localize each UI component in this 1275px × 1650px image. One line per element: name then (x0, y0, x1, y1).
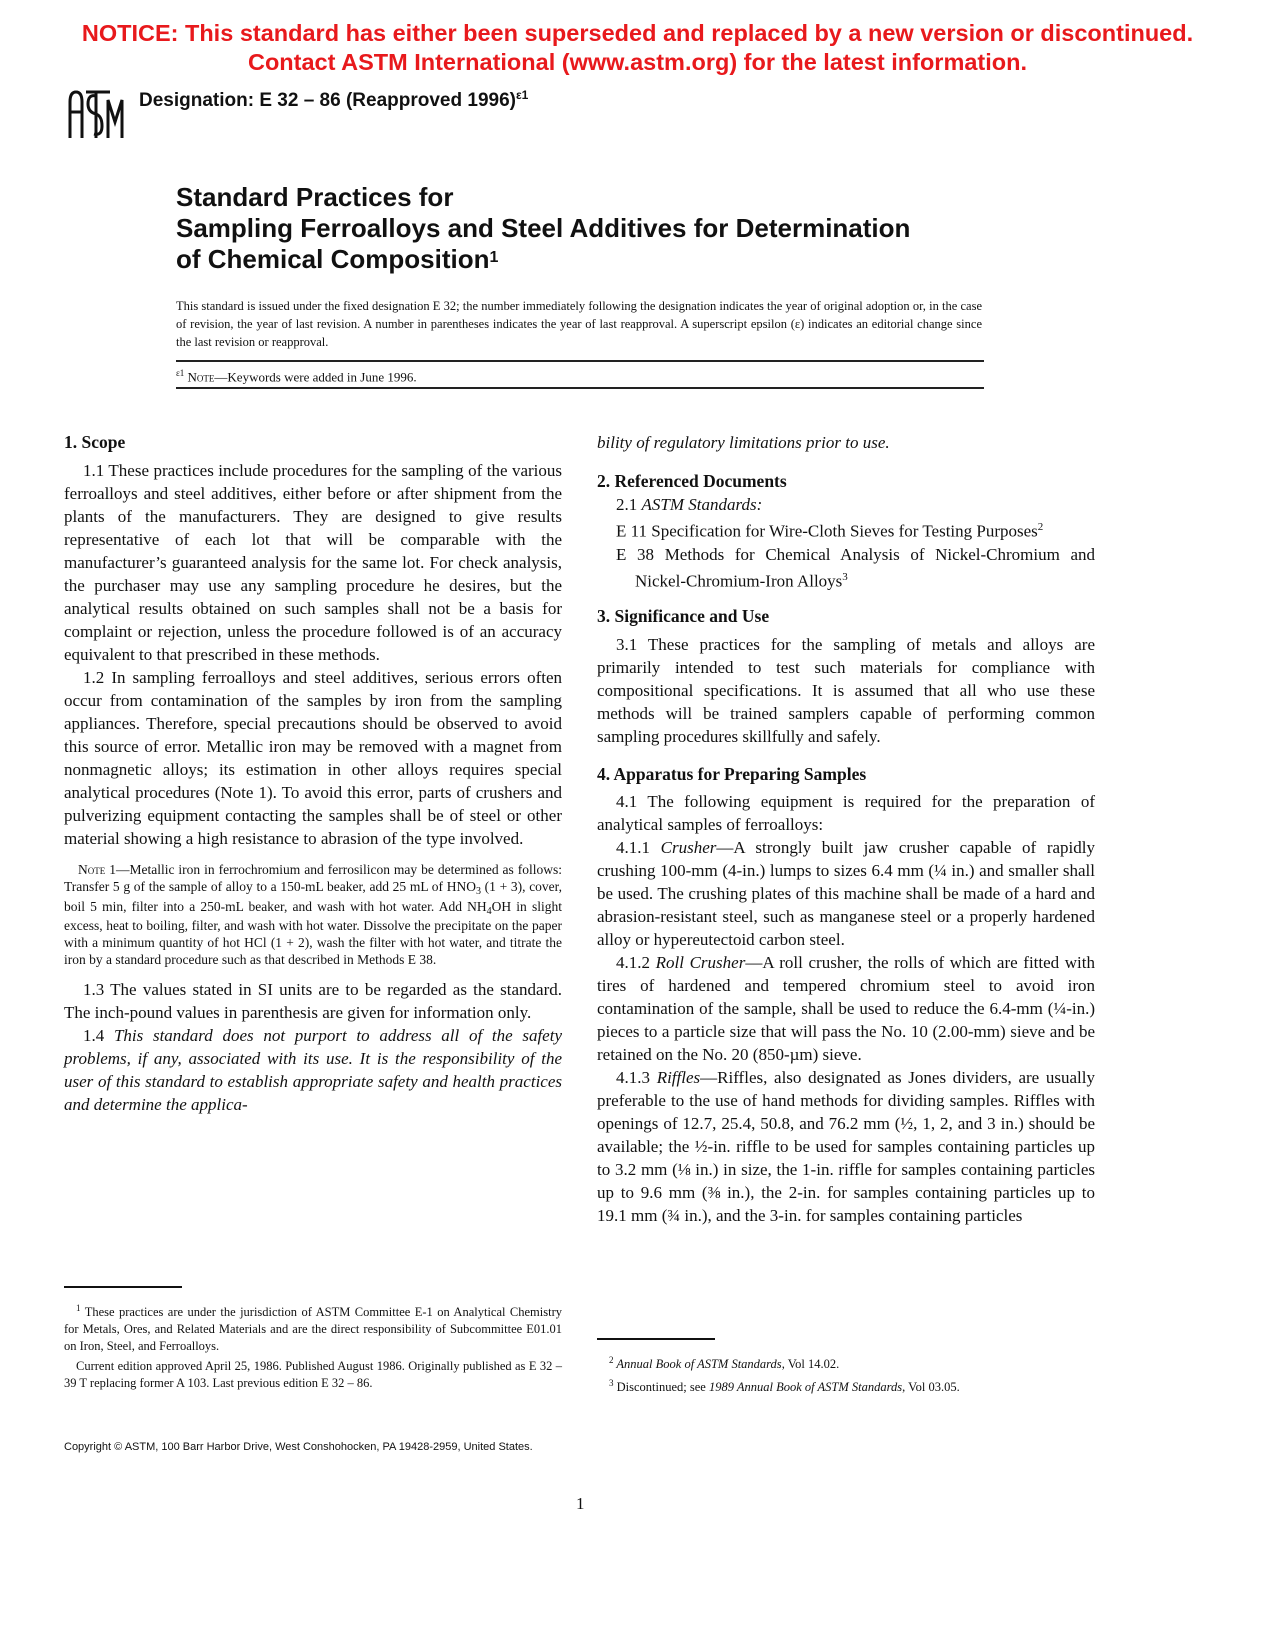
paragraph-4-1-3-num: 4.1.3 (616, 1068, 657, 1088)
paragraph-1-2: 1.2 In sampling ferroalloys and steel additives, serious errors often occur from contamination of the samples by iron from the sampling appliances. Therefore, special precautions should be observed to avoid this source of error. Metallic iron may be removed with a magnet from nonmagnetic alloys; its estimation in other alloys requires special analytical procedures (Note 1). To avoid this error, parts of crushers and pulverizing equipment contacting the samples shall be of steel or other material showing a high resistance to abrasion of the type involved. (64, 668, 562, 848)
paragraph-4-1-2 (597, 951, 1095, 1066)
paragraph-4-1-3-text: —Riffles, also designated as Jones dividers, are usually preferable to the use of hand methods for dividing samples. Riffles with openings of 12.7, 25.4, 50.8, and 76.2 mm (½, 1, 2, and 3 in.) should be available; the ½-in. riffle to be used for samples containing particles up to 3.2 mm (⅛ in.) in size, the 1-in. riffle for samples containing particles up to 9.6 mm (⅜ in.), the 2-in. for samples containing particles up to 19.1 mm (¾ in.), and the 3-in. for samples containing particles (597, 1068, 1095, 1226)
editorial-note-text: —Keywords were added in June 1996. (214, 369, 417, 385)
scope-heading: 1. Scope (64, 432, 126, 452)
right-column (597, 431, 1095, 1227)
note-1-text-c: OH in slight excess, heat to boiling, filter, and wash with hot water. Dissolve the precipitate on the paper with a minimum quantity of hot HCl (1 + 2), wash the filter with hot water, and titrate the iron by a standard procedure such as that described in Methods E 38. (64, 898, 562, 968)
paragraph-1-1: 1.1 These practices include procedures for the sampling of the various ferroalloys and steel additives, either before or after shipment from the plants of the manufacturers. They are designed to give results representative of each lot that will be comparable with the manufacturer’s guaranteed analysis for the same lot. For check analysis, the purchaser may use any sampling procedure he desires, but the analytical results obtained on such samples shall not be a basis for complaint or rejection, unless the procedure followed is of an accuracy equivalent to that prescribed in these methods. (64, 461, 562, 664)
designation-epsilon: ε1 (515, 88, 529, 102)
footnotes-right (597, 1352, 1095, 1396)
footnote-rule-right (597, 1338, 715, 1340)
continuation-text: bility of regulatory limitations prior to use. (597, 433, 890, 452)
divider-top (176, 360, 984, 362)
paragraph-4-1-1-text: —A strongly built jaw crusher capable of rapidly crushing 100-mm (4-in.) lumps to sizes 6.4 mm (¼ in.) and smaller shall be used. The crushing plates of this machine shall be made of a hard and abrasion-resistant steel, such as manganese steel or a properly hardened alloy or hypereutectoid carbon steel. (597, 838, 1095, 950)
reference-e38 (597, 543, 1095, 593)
footnote-3-rest: , Vol 03.05. (902, 1380, 960, 1395)
footnotes-left (64, 1300, 562, 1392)
reference-e11 (597, 516, 1095, 543)
referenced-documents-heading: 2. Referenced Documents (597, 471, 787, 491)
reference-e38-text: E 38 Methods for Chemical Analysis of Nickel-Chromium and Nickel-Chromium-Iron Alloys (616, 544, 1095, 591)
divider-bottom (176, 387, 984, 389)
paragraph-4-1-2-text: —A roll crusher, the rolls of which are fitted with tires of hardened and tempered chromium steel to avoid iron contamination of the sample, shall be used to reduce the 6.4-mm (¼-in.) pieces to a particle size that will pass the No. 10 (2.00-mm) sieve and be retained on the No. 20 (850-µm) sieve. (597, 953, 1096, 1065)
designation (139, 90, 528, 112)
editorial-note-mark: ε1 (176, 368, 185, 378)
note-1-label: Note (78, 862, 106, 877)
paragraph-4-1: 4.1 The following equipment is required for the preparation of analytical samples of ferroalloys: (597, 792, 1095, 835)
paragraph-4-1-3 (597, 1066, 1095, 1227)
notice-line-2: Contact ASTM International (www.astm.org) for the latest information. (247, 49, 1027, 75)
note-1-sub-b: 4 (486, 905, 492, 917)
paragraph-4-1-1-num: 4.1.1 (616, 838, 661, 858)
apparatus-heading: 4. Apparatus for Preparing Samples (597, 764, 867, 785)
paragraph-1-4 (64, 1024, 562, 1116)
issued-statement: This standard is issued under the fixed designation E 32; the number immediately following the designation indicates the year of original adoption or, in the case of revision, the year of last revision. A number in parentheses indicates the year of last reapproval. A superscript epsilon (ε) indicates an editorial change since the last revision or reapproval. (176, 299, 982, 349)
note-1-sub-a: 3 (475, 886, 481, 898)
note-1-text-b: (1 + 3), cover, boil 5 min, filter into a 250-mL beaker, and wash with hot water. Add NH (64, 879, 563, 914)
reference-e38-mark: 3 (842, 570, 848, 583)
copyright: Copyright © ASTM, 100 Barr Harbor Drive, West Conshohocken, PA 19428-2959, United States. (64, 1441, 533, 1453)
astm-logo-icon (66, 86, 126, 142)
paragraph-2-1-italic: ASTM Standards: (641, 495, 763, 514)
reference-e11-mark: 2 (1037, 521, 1044, 533)
title-line-3-wrap (176, 244, 1016, 275)
footnote-1 (64, 1300, 562, 1355)
title-footnote-mark: 1 (489, 249, 499, 266)
paragraph-2-1 (597, 493, 1095, 516)
reference-e11-text: E 11 Specification for Wire-Cloth Sieves for Testing Purposes (616, 521, 1038, 541)
footnote-3-italic: 1989 Annual Book of ASTM Standards (708, 1380, 903, 1395)
significance-heading: 3. Significance and Use (597, 606, 770, 627)
footnote-2 (597, 1352, 1095, 1373)
note-1-text-a: 1—Metallic iron in ferrochromium and ferrosilicon may be determined as follows: Transfer 5 g of the sample of alloy to a 150-mL beaker, add 25 mL of HNO (64, 862, 562, 895)
note-1 (64, 861, 562, 969)
paragraph-2-1-num: 2.1 (616, 495, 642, 514)
paragraph-1-4-num: 1.4 (83, 1025, 114, 1045)
paragraph-1-4-italic: This standard does not purport to address all of the safety problems, if any, associated with its use. It is the responsibility of the user of this standard to establish appropriate safety and health practices and determine the applica- (64, 1025, 562, 1114)
paragraph-4-1-2-term: Roll Crusher (655, 953, 746, 973)
notice-line-1: NOTICE: This standard has either been superseded and replaced by a new version or discontinued. (81, 20, 1194, 46)
paragraph-4-1-1-term: Crusher (660, 838, 717, 858)
footnote-1-text: These practices are under the jurisdiction of ASTM Committee E-1 on Analytical Chemistry for Metals, Ores, and Related Materials and are the direct responsibility of Subcommittee E01.01 on Iron, Steel, and Ferroalloys. (64, 1305, 562, 1354)
footnote-3-pre: Discontinued; see (613, 1380, 709, 1395)
paragraph-4-1-2-num: 4.1.2 (616, 953, 656, 973)
footnote-2-mark: 2 (609, 1355, 614, 1365)
footnote-1-edition: Current edition approved April 25, 1986. Published August 1986. Originally published as E 32 – 39 T replacing former A 103. Last previous edition E 32 – 86. (64, 1359, 562, 1391)
paragraph-4-1-3-term: Riffles (656, 1068, 701, 1088)
editorial-note-label: Note (187, 369, 215, 385)
page-number: 1 (576, 1494, 585, 1513)
paragraph-3-1: 3.1 These practices for the sampling of metals and alloys are primarily intended to test such materials for compliance with compositional specifications. It is assumed that all who use these methods will be trained samplers capable of performing common sampling procedures skillfully and safely. (597, 635, 1095, 747)
title-line-2: Sampling Ferroalloys and Steel Additives for Determination (176, 213, 911, 243)
designation-text: Designation: E 32 – 86 (Reapproved 1996) (139, 90, 516, 111)
footnote-2-rest: , Vol 14.02. (781, 1357, 840, 1372)
footnote-3 (597, 1375, 1095, 1396)
title-line-1: Standard Practices for (176, 182, 454, 212)
footnote-rule-left (64, 1286, 182, 1288)
paragraph-4-1-1 (597, 836, 1095, 951)
editorial-note (176, 368, 417, 385)
footnote-2-italic: Annual Book of ASTM Standards (613, 1357, 782, 1372)
paragraph-1-3: 1.3 The values stated in SI units are to be regarded as the standard. The inch-pound values in parenthesis are given for information only. (64, 979, 562, 1022)
footnote-1-mark: 1 (76, 1303, 81, 1313)
left-column (64, 431, 562, 1116)
document-title (176, 182, 1016, 275)
title-line-3: of Chemical Composition (176, 244, 490, 274)
footnote-3-mark: 3 (609, 1378, 614, 1389)
